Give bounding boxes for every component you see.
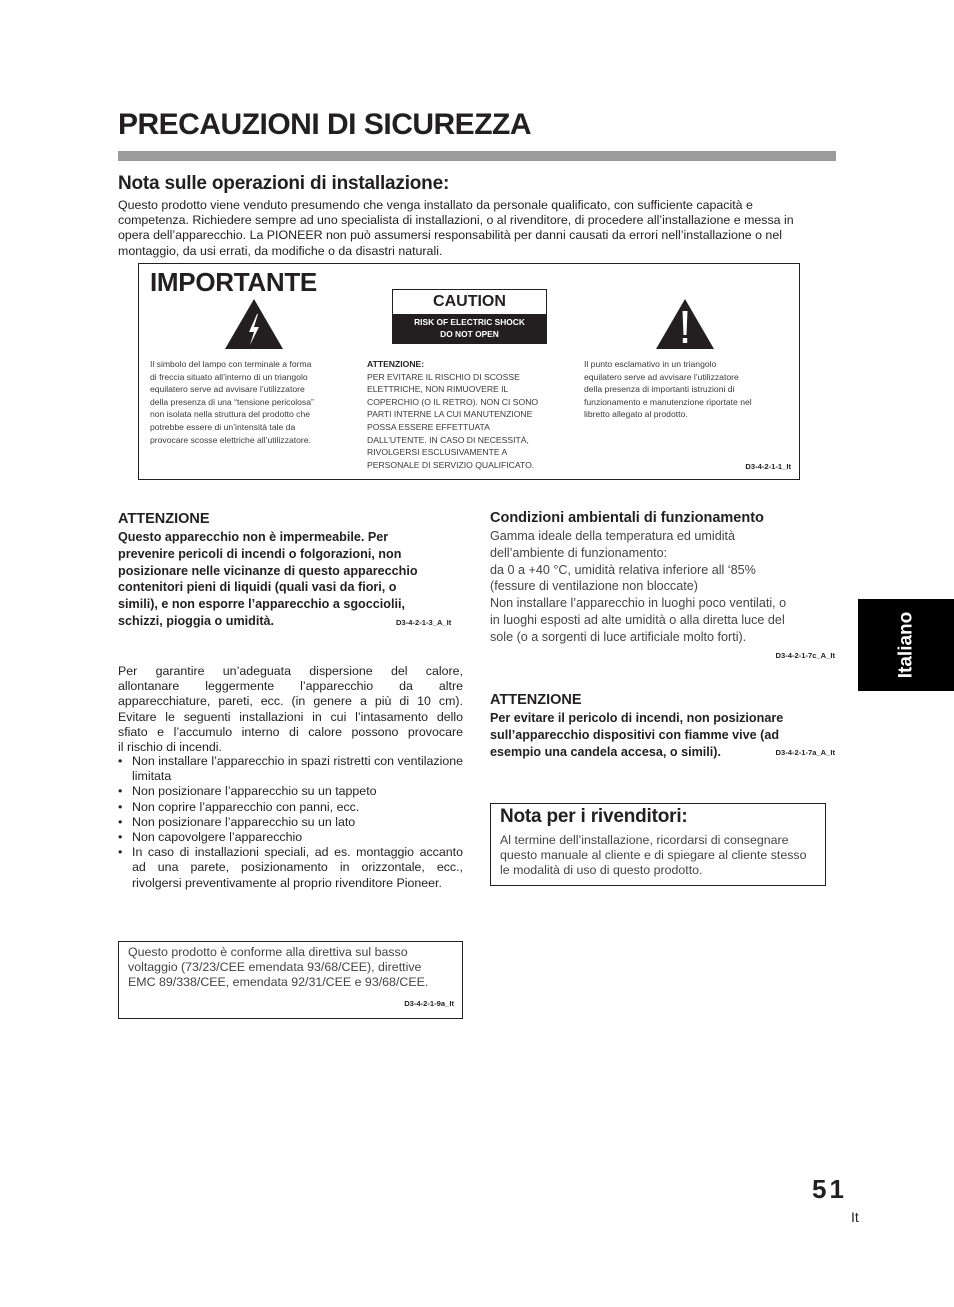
caution-label-box bbox=[392, 289, 547, 344]
text-line: Questo apparecchio non è impermeabile. Per bbox=[118, 530, 389, 544]
text-line: schizzi, pioggia o umidità. bbox=[118, 613, 275, 628]
environment-heading: Condizioni ambientali di funzionamento bbox=[490, 510, 764, 526]
language-code: It bbox=[851, 1209, 859, 1225]
dealer-text bbox=[500, 833, 820, 879]
text-line: sfiato e l’accumulo interno di calore possono provocare bbox=[118, 724, 463, 739]
text-line: prevenire pericoli di incendi o folgorazioni, non bbox=[118, 546, 402, 561]
installation-heading: Nota sulle operazioni di installazione: bbox=[118, 173, 450, 194]
page-number: 51 bbox=[812, 1174, 847, 1204]
lightning-triangle-icon bbox=[224, 298, 284, 350]
text-line: PARTI INTERNE LA CUI MANUTENZIONE bbox=[367, 409, 533, 420]
text-line: Per garantire un’adeguata dispersione del calore, bbox=[118, 664, 463, 678]
text-line: libretto allegato al prodotto. bbox=[584, 409, 688, 420]
text-line: ELETTRICHE, NON RIMUOVERE IL bbox=[367, 384, 509, 395]
list-item: • Non coprire l’apparecchio con panni, ecc. bbox=[118, 800, 463, 815]
text-line: non isolata nella struttura del prodotto che bbox=[150, 409, 311, 420]
caution-warning bbox=[393, 314, 546, 343]
text-line: Gamma ideale della temperatura ed umidità bbox=[490, 529, 736, 543]
list-item: • Non installare l’apparecchio in spazi ristretti con ventilazione limitata bbox=[118, 754, 463, 784]
dealer-note-box bbox=[490, 803, 826, 886]
installation-bullet-list bbox=[118, 754, 463, 891]
environment-code: D3-4-2-1-7c_A_It bbox=[775, 651, 835, 660]
attention-label: ATTENZIONE: bbox=[367, 359, 425, 369]
text-line: contenitori pieni di liquidi (quali vasi da fiori, o bbox=[118, 580, 397, 595]
exclamation-triangle-icon bbox=[655, 298, 715, 350]
text-line: della presenza di una “tensione pericolosa” bbox=[150, 396, 314, 407]
text-line: equilatero serve ad avvisare l’utilizzatore bbox=[584, 371, 739, 382]
text-line: della presenza di importanti istruzioni di bbox=[584, 384, 735, 395]
compliance-box bbox=[118, 941, 463, 1019]
fire-attention-heading: ATTENZIONE bbox=[490, 692, 582, 708]
text-line: Per evitare il pericolo di incendi, non posizionare bbox=[490, 711, 784, 725]
exclamation-description bbox=[584, 358, 796, 421]
important-title: IMPORTANTE bbox=[150, 267, 317, 297]
installation-text bbox=[118, 198, 838, 259]
water-warning-code: D3-4-2-1-3_A_It bbox=[396, 618, 452, 627]
text-line: in luoghi esposti ad alte umidità o alla diretta luce del bbox=[490, 612, 785, 627]
installation-line: montaggio, da usi errati, da modifiche o da disastri naturali. bbox=[118, 243, 443, 258]
text-line: potrebbe essere di un’intensità tale da bbox=[150, 421, 296, 432]
text-line: equilatero serve ad avvisare l’utilizzatore bbox=[150, 384, 305, 395]
text-line: PERSONALE DI SERVIZIO QUALIFICATO. bbox=[367, 459, 535, 470]
installation-line: opera dell’apparecchio. La PIONEER non può assumersi responsabilità per danni causati da errori nell’installazione o nel bbox=[118, 228, 782, 243]
text-line: allontanare leggermente l’apparecchio da altre bbox=[118, 679, 463, 694]
list-item: • In caso di installazioni speciali, ad es. montaggio accanto ad una parete, posizionamento in orizzontale, ecc., rivolgersi preventivamente al proprio rivenditore Pioneer. bbox=[118, 845, 463, 891]
text-line: di freccia situato all’interno di un triangolo bbox=[150, 371, 308, 382]
list-item: • Non posizionare l’apparecchio su un lato bbox=[118, 815, 463, 830]
text-line: provocare scosse elettriche all’utilizzatore. bbox=[150, 434, 311, 445]
text-line: simili), e non esporre l’apparecchio a sgocciolii, bbox=[118, 597, 405, 612]
heat-dispersion-text bbox=[118, 664, 463, 755]
caution-line: DO NOT OPEN bbox=[440, 328, 499, 339]
lightning-description bbox=[150, 358, 355, 446]
text-line: Il simbolo del lampo con terminale a forma bbox=[150, 359, 312, 369]
text-line: il rischio di incendi. bbox=[118, 740, 222, 755]
environment-text bbox=[490, 528, 835, 646]
text-line: COPERCHIO (O IL RETRO). NON CI SONO bbox=[367, 396, 539, 407]
dealer-heading: Nota per i rivenditori: bbox=[500, 806, 688, 827]
text-line: da 0 a +40 °C, umidità relativa inferiore all ‘85% bbox=[490, 562, 756, 577]
text-line: sull’apparecchio dispositivi con fiamme vive (ad bbox=[490, 727, 780, 742]
installation-line: competenza. Richiedere sempre ad uno specialista di installazioni, o al rivenditore, di procedere all’installazione e messa in bbox=[118, 213, 794, 228]
compliance-code: D3-4-2-1-9a_It bbox=[404, 999, 454, 1008]
installation-line: Questo prodotto viene venduto presumendo che venga installato da personale qualificato, con sufficiente capacità e bbox=[118, 198, 753, 212]
compliance-text bbox=[128, 945, 458, 991]
text-line: DALL’UTENTE. IN CASO DI NECESSITÀ, bbox=[367, 434, 529, 445]
list-item: • Non posizionare l’apparecchio su un tappeto bbox=[118, 784, 463, 799]
text-line: sole (o a sorgenti di luce artificiale molto forti). bbox=[490, 629, 747, 644]
important-code: D3-4-2-1-1_It bbox=[745, 462, 791, 471]
text-line: funzionamento e manutenzione riportate nel bbox=[584, 396, 752, 407]
text-line: POSSA ESSERE EFFETTUATA bbox=[367, 421, 490, 432]
language-side-tab bbox=[858, 599, 954, 691]
title-divider bbox=[118, 151, 836, 161]
fire-warning-code: D3-4-2-1-7a_A_It bbox=[775, 748, 835, 757]
text-line: Non installare l’apparecchio in luoghi poco ventilati, o bbox=[490, 596, 787, 611]
text-line: PER EVITARE IL RISCHIO DI SCOSSE bbox=[367, 371, 520, 382]
text-line: Il punto esclamativo in un triangolo bbox=[584, 359, 717, 369]
text-line: EMC 89/338/CEE, emendata 92/31/CEE e 93/68/CEE. bbox=[128, 975, 429, 990]
text-line: Al termine dell’installazione, ricordarsi di consegnare bbox=[500, 833, 789, 847]
text-line: le modalità di uso di questo prodotto. bbox=[500, 863, 703, 878]
text-line: voltaggio (73/23/CEE emendata 93/68/CEE), direttive bbox=[128, 960, 422, 975]
text-line: RIVOLGERSI ESCLUSIVAMENTE A bbox=[367, 447, 508, 458]
list-item: • Non capovolgere l’apparecchio bbox=[118, 830, 463, 845]
attention-heading: ATTENZIONE bbox=[118, 511, 210, 527]
caution-description bbox=[367, 358, 572, 471]
text-line: apparecchiature, pareti, ecc. (in genere a più di 10 cm). bbox=[118, 694, 463, 709]
text-line: (fessure di ventilazione non bloccate) bbox=[490, 579, 698, 594]
text-line: dell’ambiente di funzionamento: bbox=[490, 545, 668, 560]
language-label: Italiano bbox=[894, 611, 916, 679]
text-line: Questo prodotto è conforme alla direttiva sul basso bbox=[128, 945, 408, 959]
caution-line: RISK OF ELECTRIC SHOCK bbox=[414, 317, 525, 327]
caution-title: CAUTION bbox=[393, 290, 546, 314]
important-box bbox=[138, 263, 800, 480]
water-warning bbox=[118, 529, 463, 630]
page-title: PRECAUZIONI DI SICUREZZA bbox=[118, 108, 532, 141]
text-line: Evitare le seguenti installazioni in cui l’intasamento dello bbox=[118, 709, 463, 724]
text-line: questo manuale al cliente e di spiegare al cliente stesso bbox=[500, 848, 807, 863]
text-line: esempio una candela accesa, o simili). bbox=[490, 744, 721, 759]
text-line: posizionare nelle vicinanze di questo apparecchio bbox=[118, 563, 418, 578]
